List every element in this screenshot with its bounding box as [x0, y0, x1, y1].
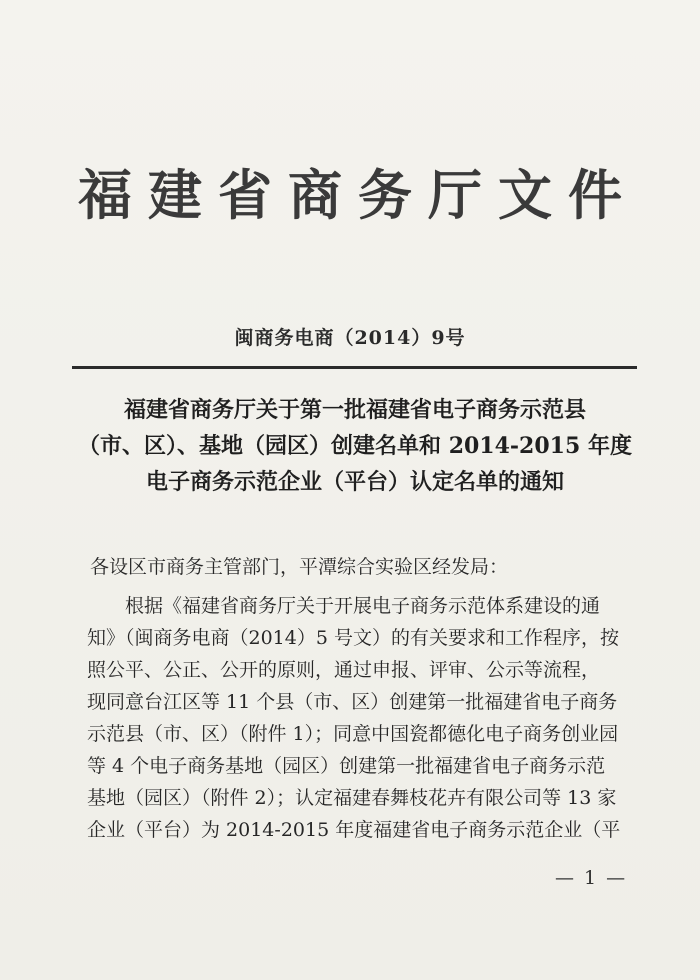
body-line-4: 现同意台江区等 11 个县（市、区）创建第一批福建省电子商务	[87, 691, 618, 713]
addressee-line: 各设区市商务主管部门，平潭综合实验区经发局：	[90, 556, 509, 578]
body-line-5: 示范县（市、区）（附件 1）；同意中国瓷都德化电子商务创业园	[87, 723, 619, 745]
notice-title-line-3: 电子商务示范企业（平台）认定名单的通知	[145, 469, 564, 495]
body-line-6: 等 4 个电子商务基地（园区）创建第一批福建省电子商务示范	[87, 755, 606, 777]
body-line-2: 知》（闽商务电商（2014）5 号文）的有关要求和工作程序，按	[87, 627, 619, 649]
body-line-3: 照公平、公正、公开的原则，通过申报、评审、公示等流程，	[87, 659, 601, 681]
notice-title-line-1: 福建省商务厅关于第一批福建省电子商务示范县	[123, 397, 586, 423]
page-number: — 1 —	[555, 867, 628, 889]
notice-title	[60, 392, 650, 500]
body-line-8: 企业（平台）为 2014-2015 年度福建省电子商务示范企业（平	[87, 819, 621, 841]
header-divider	[72, 366, 637, 369]
document-number: 闽商务电商（2014）9号	[234, 327, 466, 349]
body-paragraph	[87, 590, 647, 846]
document-header-title: 福建省商务厅文件	[78, 163, 638, 227]
body-line-1: 根据《福建省商务厅关于开展电子商务示范体系建设的通	[125, 595, 601, 617]
body-line-7: 基地（园区）（附件 2）；认定福建春舞枝花卉有限公司等 13 家	[87, 787, 617, 809]
notice-title-line-2: （市、区）、基地（园区）创建名单和 2014-2015 年度	[78, 433, 632, 459]
